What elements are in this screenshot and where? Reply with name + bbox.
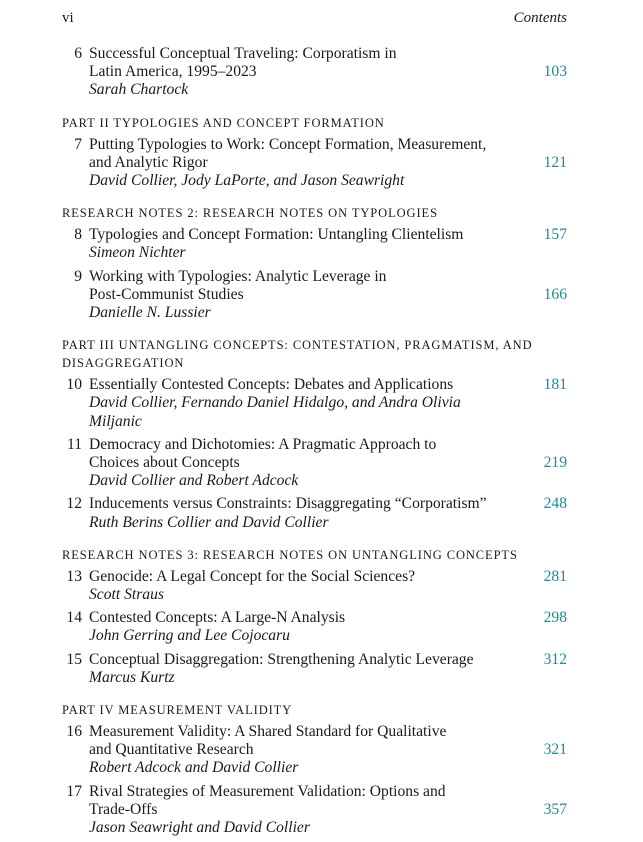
chapter-author: John Gerring and Lee Cojocaru — [89, 627, 290, 645]
toc-entry[interactable] — [62, 436, 567, 491]
chapter-author: Ruth Berins Collier and David Collier — [89, 513, 329, 531]
toc-entry[interactable] — [62, 376, 567, 431]
page-number-link[interactable]: 357 — [543, 800, 567, 818]
chapter-title-line: Essentially Contested Concepts: Debates and Applications — [89, 376, 454, 394]
chapter-author: Simeon Nichter — [89, 244, 186, 262]
page-number-link[interactable]: 281 — [543, 567, 567, 585]
chapter-author: David Collier, Jody LaPorte, and Jason Seawright — [89, 172, 405, 190]
chapter-author: Danielle N. Lussier — [89, 304, 211, 322]
page-number-link[interactable]: 312 — [543, 650, 567, 668]
chapter-number: 11 — [66, 435, 82, 453]
section-heading: RESEARCH NOTES 2: RESEARCH NOTES ON TYPOLOGIES — [62, 206, 438, 221]
chapter-author: David Collier, Fernando Daniel Hidalgo, and Andra Olivia Miljanic — [89, 394, 461, 430]
chapter-title-line: Democracy and Dichotomies: A Pragmatic Approach to — [89, 435, 437, 453]
chapter-author: Scott Straus — [89, 586, 164, 604]
chapter-number: 14 — [66, 609, 82, 627]
chapter-title-line: Contested Concepts: A Large-N Analysis — [89, 609, 346, 627]
chapter-number: 13 — [66, 567, 82, 585]
chapter-title-line: Latin America, 1995–2023 — [89, 63, 257, 81]
chapter-title-line: Trade-Offs — [89, 800, 158, 818]
toc-entry[interactable] — [62, 723, 567, 778]
chapter-number: 10 — [66, 376, 82, 394]
chapter-author: Sarah Chartock — [89, 81, 189, 99]
chapter-number: 17 — [66, 782, 82, 800]
chapter-title-line: Choices about Concepts — [89, 454, 240, 472]
chapter-author: Marcus Kurtz — [89, 668, 175, 686]
table-of-contents — [62, 45, 567, 842]
chapter-number: 6 — [74, 45, 82, 62]
chapter-title-line: Measurement Validity: A Shared Standard for Qualitative — [89, 723, 447, 741]
running-header — [62, 10, 567, 28]
page-number-link[interactable]: 298 — [543, 609, 567, 627]
chapter-number: 16 — [66, 723, 82, 741]
page-number-link[interactable]: 248 — [543, 495, 567, 513]
chapter-title-line: Genocide: A Legal Concept for the Social Sciences? — [89, 567, 416, 585]
toc-entry[interactable] — [62, 268, 567, 323]
chapter-author: David Collier and Robert Adcock — [89, 472, 299, 490]
section-heading: RESEARCH NOTES 3: RESEARCH NOTES ON UNTANGLING CONCEPTS — [62, 547, 518, 562]
page-number-link[interactable]: 166 — [543, 285, 567, 303]
chapter-title-line: Rival Strategies of Measurement Validation: Options and — [89, 782, 446, 800]
chapter-number: 12 — [66, 495, 82, 513]
chapter-title-line: and Analytic Rigor — [89, 153, 208, 171]
chapter-title-line: Putting Typologies to Work: Concept Formation, Measurement, — [89, 135, 487, 153]
chapter-title-line: and Quantitative Research — [89, 741, 254, 759]
running-title: Contents — [513, 10, 567, 26]
page-number-link[interactable]: 219 — [543, 454, 567, 472]
toc-entry[interactable] — [62, 45, 567, 100]
toc-entry[interactable] — [62, 136, 567, 191]
chapter-title-line: Conceptual Disaggregation: Strengthening Analytic Leverage — [89, 650, 474, 668]
chapter-title-line: Successful Conceptual Traveling: Corporatism in — [89, 45, 397, 62]
chapter-number: 8 — [74, 226, 82, 244]
chapter-author: Robert Adcock and David Collier — [89, 759, 299, 777]
toc-entry[interactable] — [62, 568, 567, 604]
chapter-number: 15 — [66, 650, 82, 668]
page-number-link[interactable]: 121 — [543, 153, 567, 171]
section-heading: PART IV MEASUREMENT VALIDITY — [62, 703, 293, 718]
toc-entry[interactable] — [62, 609, 567, 645]
page-number: vi — [62, 10, 74, 26]
chapter-number: 7 — [74, 135, 82, 153]
page-number-link[interactable]: 181 — [543, 376, 567, 394]
chapter-title-line: Inducements versus Constraints: Disaggregating “Corporatism” — [89, 495, 487, 513]
toc-entry[interactable] — [62, 651, 567, 687]
chapter-title-line: Post-Communist Studies — [89, 285, 244, 303]
page-number-link[interactable]: 157 — [543, 226, 567, 244]
toc-entry[interactable] — [62, 495, 567, 531]
toc-entry[interactable] — [62, 226, 567, 262]
chapter-author: Jason Seawright and David Collier — [89, 819, 310, 837]
toc-entry[interactable] — [62, 783, 567, 838]
chapter-title-line: Working with Typologies: Analytic Leverage in — [89, 267, 387, 285]
page-number-link[interactable]: 103 — [543, 63, 567, 81]
chapter-number: 9 — [74, 267, 82, 285]
chapter-title-line: Typologies and Concept Formation: Untangling Clientelism — [89, 226, 464, 244]
section-heading: PART II TYPOLOGIES AND CONCEPT FORMATION — [62, 115, 385, 130]
section-heading: PART III UNTANGLING CONCEPTS: CONTESTATION, PRAGMATISM, AND DISAGGREGATION — [62, 338, 533, 371]
page-number-link[interactable]: 321 — [543, 741, 567, 759]
